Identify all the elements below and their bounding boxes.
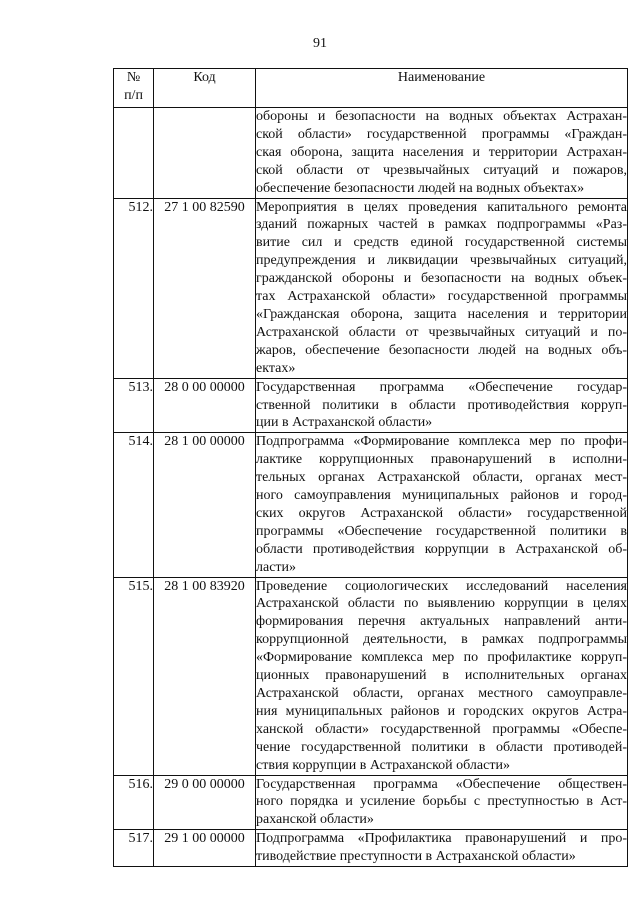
row-name-line: Подпрограмма «Формирование комплекса мер по профи- <box>256 434 627 450</box>
table-row <box>114 198 628 378</box>
row-name-line: Астраханской области, органах местного самоуправле- <box>256 686 627 701</box>
row-name-line: Проведение социологических исследований населения <box>256 578 627 594</box>
row-name <box>256 378 628 433</box>
table-body <box>114 108 628 867</box>
row-name-line: Подпрограмма «Профилактика правонарушений и про- <box>256 831 627 847</box>
row-name-line: формирования перечня актуальных направлений анти- <box>256 614 627 630</box>
table-header-row <box>114 69 628 108</box>
row-name-line: тельных органах Астраханской области, органах мест- <box>256 470 627 486</box>
table-row <box>114 775 628 830</box>
row-code: 28 1 00 83920 <box>154 577 256 775</box>
table-row <box>114 108 628 199</box>
table-row <box>114 830 628 867</box>
row-number: 513. <box>114 378 154 433</box>
row-name-line: ственной политики в области противодействия корруп- <box>256 397 627 413</box>
row-name-line: тиводействие преступности в Астраханской области» <box>256 849 576 865</box>
row-name-line: ционных правонарушений в исполнительных органах <box>256 668 627 684</box>
row-name-line: Государственная программа «Обеспечение государ- <box>256 379 627 395</box>
row-name-line: ного порядка и усиление борьбы с преступностью в Аст- <box>256 794 627 810</box>
table-row <box>114 577 628 775</box>
row-name <box>256 433 628 577</box>
row-name-line: обеспечение безопасности людей на водных объектах» <box>256 180 585 196</box>
row-name-line: программы «Обеспечение государственной политики в <box>256 523 627 539</box>
row-code: 29 1 00 00000 <box>154 830 256 867</box>
row-code: 27 1 00 82590 <box>154 198 256 378</box>
row-name-line: предупреждения и ликвидации чрезвычайных ситуаций, <box>256 253 627 269</box>
row-name-line: Астраханской области от чрезвычайных ситуаций и по- <box>256 324 627 340</box>
row-name <box>256 198 628 378</box>
row-name-line: Государственная программа «Обеспечение обществен- <box>256 776 627 792</box>
row-name-line: обороны и безопасности на водных объектах Астрахан- <box>256 109 627 124</box>
row-name-line: жаров, обеспечение безопасности людей на водных объ- <box>256 342 627 358</box>
row-name-line: тах Астраханской области» государственной программы <box>256 289 627 305</box>
row-name-line: витие сил и средств единой государственной системы <box>256 235 627 251</box>
row-number: 512. <box>114 198 154 378</box>
row-name-line: ской области от чрезвычайных ситуаций и пожаров, <box>256 162 627 178</box>
page-number: 91 <box>313 36 327 51</box>
table-row <box>114 378 628 433</box>
header-name: Наименование <box>256 69 628 108</box>
row-name-line: коррупционной деятельности, в рамках подпрограммы <box>256 632 627 648</box>
header-number <box>114 69 154 108</box>
row-name <box>256 108 628 199</box>
row-name-line: зданий пожарных частей в рамках подпрограммы «Раз- <box>256 217 627 233</box>
row-name <box>256 577 628 775</box>
row-number: 517. <box>114 830 154 867</box>
row-name-line: области противодействия коррупции в Астраханской об- <box>256 541 627 557</box>
row-name-line: лактике коррупционных правонарушений в исполни- <box>256 452 627 468</box>
header-number-line1: № <box>126 70 141 85</box>
header-code: Код <box>154 69 256 108</box>
row-name-line: ласти» <box>256 559 297 575</box>
row-number: 515. <box>114 577 154 775</box>
row-name-line: «Гражданская оборона, защита населения и территории <box>256 306 627 322</box>
row-name-line: ния муниципальных районов и городских округов Астра- <box>256 703 627 719</box>
row-name-line: чение государственной политики в области противодей- <box>256 739 627 755</box>
row-name-line: ханской области» государственной программы «Обеспе- <box>256 721 627 737</box>
row-name-line: ской области» государственной программы «Граждан- <box>256 126 627 142</box>
row-code <box>154 108 256 199</box>
budget-code-table <box>113 68 628 867</box>
row-name-line: ствия коррупции в Астраханской области» <box>256 757 510 773</box>
row-name-line: ции в Астраханской области» <box>256 415 433 431</box>
row-name-line: ектах» <box>256 360 296 376</box>
row-name-line: раханской области» <box>256 812 374 828</box>
row-name-line: Астраханской области по выявлению коррупции в целях <box>256 596 627 612</box>
row-name <box>256 830 628 867</box>
row-name-line: «Формирование комплекса мер по профилактике корруп- <box>256 650 627 666</box>
row-name-line: ских округов Астраханской области» государственной <box>256 505 627 521</box>
row-code: 29 0 00 00000 <box>154 775 256 830</box>
row-code: 28 0 00 00000 <box>154 378 256 433</box>
table-row <box>114 433 628 577</box>
row-number: 514. <box>114 433 154 577</box>
row-number <box>114 108 154 199</box>
row-code: 28 1 00 00000 <box>154 433 256 577</box>
header-number-line2: п/п <box>124 87 143 103</box>
row-name-line: ного самоуправления муниципальных районов и город- <box>256 488 627 504</box>
row-name-line: гражданской обороны и безопасности на водных объек- <box>256 271 627 287</box>
row-name <box>256 775 628 830</box>
row-name-line: ская оборона, защита населения и территории Астрахан- <box>256 144 627 160</box>
row-name-line: Мероприятия в целях проведения капитального ремонта <box>256 199 627 215</box>
row-number: 516. <box>114 775 154 830</box>
